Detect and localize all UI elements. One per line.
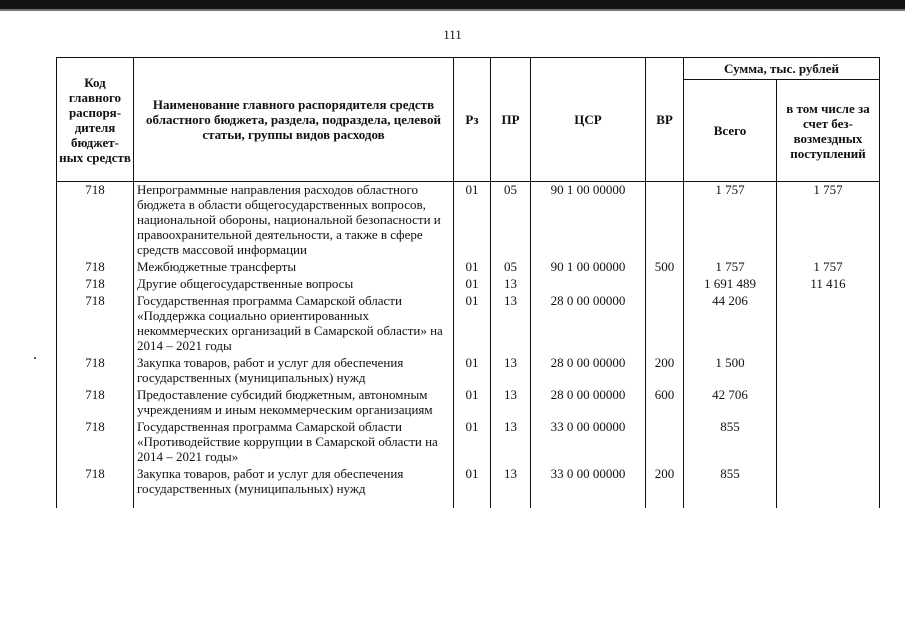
cell-vr: 600 bbox=[646, 387, 684, 419]
cell-rz: 01 bbox=[454, 182, 491, 260]
cell-code: 718 bbox=[57, 419, 134, 466]
table-row bbox=[57, 466, 880, 508]
cell-vr bbox=[646, 419, 684, 466]
cell-pr: 13 bbox=[491, 387, 531, 419]
table-row bbox=[57, 355, 880, 387]
table-row bbox=[57, 182, 880, 260]
cell-pr: 05 bbox=[491, 259, 531, 276]
cell-name: Государственная программа Самарской области «Противодействие коррупции в Самарской области на 2014 – 2021 годы» bbox=[134, 419, 454, 466]
header-vr: ВР bbox=[646, 58, 684, 182]
cell-vr bbox=[646, 293, 684, 355]
table-row bbox=[57, 387, 880, 419]
cell-name: Закупка товаров, работ и услуг для обеспечения государственных (муниципальных) нужд bbox=[134, 355, 454, 387]
cell-rz: 01 bbox=[454, 387, 491, 419]
header-rz: Рз bbox=[454, 58, 491, 182]
cell-free bbox=[777, 355, 880, 387]
cell-name: Закупка товаров, работ и услуг для обеспечения государственных (муниципальных) нужд bbox=[134, 466, 454, 508]
cell-csr bbox=[531, 276, 646, 293]
cell-csr: 28 0 00 00000 bbox=[531, 387, 646, 419]
header-free: в том числе за счет без-возмездных поступлений bbox=[777, 80, 880, 182]
cell-pr: 05 bbox=[491, 182, 531, 260]
cell-total: 1 757 bbox=[684, 259, 777, 276]
cell-name: Непрограммные направления расходов областного бюджета в области общегосударственных вопросов, национальной обороны, национальной безопасности и правоохранительной деятельности, а также в сфере средств массовой информации bbox=[134, 182, 454, 260]
cell-rz: 01 bbox=[454, 259, 491, 276]
cell-rz: 01 bbox=[454, 419, 491, 466]
cell-vr: 200 bbox=[646, 355, 684, 387]
cell-csr: 28 0 00 00000 bbox=[531, 355, 646, 387]
cell-total: 855 bbox=[684, 419, 777, 466]
cell-name: Предоставление субсидий бюджетным, автономным учреждениям и иным некоммерческим организациям bbox=[134, 387, 454, 419]
cell-code: 718 bbox=[57, 276, 134, 293]
cell-rz: 01 bbox=[454, 276, 491, 293]
table-row bbox=[57, 276, 880, 293]
cell-total: 1 500 bbox=[684, 355, 777, 387]
cell-vr: 200 bbox=[646, 466, 684, 508]
scan-top-border-shadow bbox=[0, 9, 905, 11]
cell-pr: 13 bbox=[491, 293, 531, 355]
cell-free bbox=[777, 293, 880, 355]
cell-csr: 90 1 00 00000 bbox=[531, 259, 646, 276]
cell-code: 718 bbox=[57, 466, 134, 508]
cell-total: 42 706 bbox=[684, 387, 777, 419]
cell-free bbox=[777, 387, 880, 419]
cell-rz: 01 bbox=[454, 466, 491, 508]
header-pr: ПР bbox=[491, 58, 531, 182]
cell-csr: 90 1 00 00000 bbox=[531, 182, 646, 260]
cell-rz: 01 bbox=[454, 293, 491, 355]
cell-csr: 28 0 00 00000 bbox=[531, 293, 646, 355]
cell-code: 718 bbox=[57, 259, 134, 276]
cell-code: 718 bbox=[57, 182, 134, 260]
scan-top-border bbox=[0, 0, 905, 9]
scan-speck bbox=[34, 357, 36, 359]
cell-csr: 33 0 00 00000 bbox=[531, 419, 646, 466]
cell-total: 44 206 bbox=[684, 293, 777, 355]
cell-free bbox=[777, 466, 880, 508]
cell-free: 1 757 bbox=[777, 182, 880, 260]
cell-name: Государственная программа Самарской области «Поддержка социально ориентированных некоммерческих организаций в Самарской области» на 2014 – 2021 годы bbox=[134, 293, 454, 355]
cell-total: 855 bbox=[684, 466, 777, 508]
table-row bbox=[57, 419, 880, 466]
header-name: Наименование главного распорядителя средств областного бюджета, раздела, подраздела, целевой статьи, группы видов расходов bbox=[134, 58, 454, 182]
cell-code: 718 bbox=[57, 387, 134, 419]
cell-vr bbox=[646, 276, 684, 293]
cell-free bbox=[777, 419, 880, 466]
cell-rz: 01 bbox=[454, 355, 491, 387]
cell-free: 1 757 bbox=[777, 259, 880, 276]
cell-free: 11 416 bbox=[777, 276, 880, 293]
budget-table bbox=[56, 57, 880, 508]
cell-pr: 13 bbox=[491, 355, 531, 387]
table-row bbox=[57, 259, 880, 276]
cell-name: Межбюджетные трансферты bbox=[134, 259, 454, 276]
cell-code: 718 bbox=[57, 293, 134, 355]
page-number: 111 bbox=[443, 27, 462, 42]
cell-total: 1 691 489 bbox=[684, 276, 777, 293]
cell-code: 718 bbox=[57, 355, 134, 387]
cell-pr: 13 bbox=[491, 419, 531, 466]
cell-pr: 13 bbox=[491, 276, 531, 293]
cell-vr: 500 bbox=[646, 259, 684, 276]
header-csr: ЦСР bbox=[531, 58, 646, 182]
cell-vr bbox=[646, 182, 684, 260]
cell-pr: 13 bbox=[491, 466, 531, 508]
table-row bbox=[57, 293, 880, 355]
header-total: Всего bbox=[684, 80, 777, 182]
header-code: Код главного распоря-дителя бюджет-ных средств bbox=[57, 58, 134, 182]
cell-name: Другие общегосударственные вопросы bbox=[134, 276, 454, 293]
header-sum-group: Сумма, тыс. рублей bbox=[684, 58, 880, 80]
cell-csr: 33 0 00 00000 bbox=[531, 466, 646, 508]
cell-total: 1 757 bbox=[684, 182, 777, 260]
